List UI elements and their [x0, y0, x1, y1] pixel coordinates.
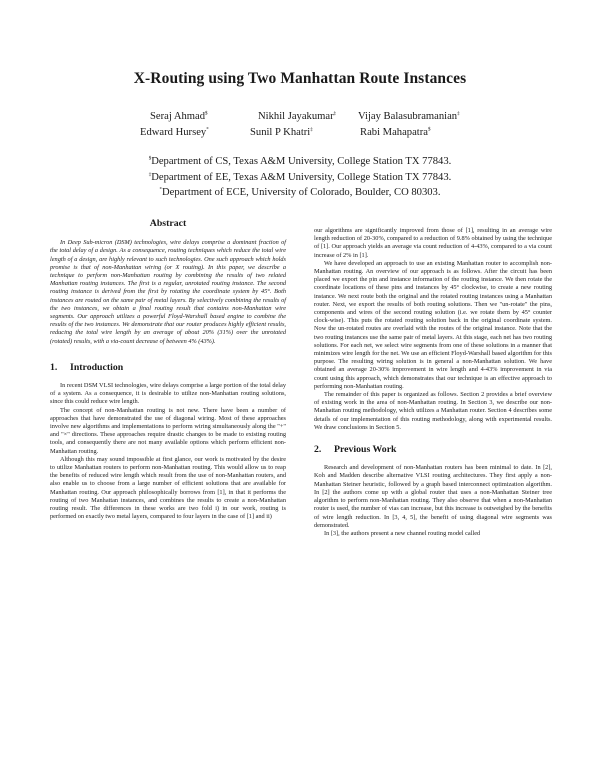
intro-paragraph-3: Although this may sound impossible at first glance, our work is motivated by the desire to utilize Manhattan routers to perform non-Manhattan routing. This would allow us to reap the benefits of reduced wire length which result from the use of non-Manhattan routers, and also enable us to choose from a large number of efficient solutions that are available for Manhattan routing. Our approach philosophically borrows from [1], in that it performs the routing of two Manhattan instances, and combines the results to create a non-Manhattan routing result. The differences in these works are two fold i) in our work, routing is performed on exactly two metal layers, compared to four layers in the case of [1] and ii) [50, 455, 286, 521]
section-heading-introduction: 1. Introduction [50, 361, 124, 373]
intro-paragraph-1: In recent DSM VLSI technologies, wire delays comprise a large portion of the total delay of a system. As a consequence, it is desirable to utilize non-Manhattan routing solutions, since this could reduce wire length. [50, 382, 286, 406]
author-6: Rabi Mahapatra$ [360, 127, 431, 138]
right-column [314, 227, 552, 538]
section-heading-previous-work: 2. Previous Work [314, 444, 397, 456]
author-2: Nikhil Jayakumar‡ [258, 111, 337, 122]
author-row-1 [0, 111, 600, 127]
intro-paragraph-2: The concept of non-Manhattan routing is not new. There have been a number of approaches that have demonstrated the use of diagonal wiring. Most of these approaches involve new algorithms and implementations to perform wiring simultaneously along the "+" and "×" directions. These approaches require drastic changes to be made to existing routing tools, and consequently there are not many available options which perform efficient non-Manhattan routing. [50, 406, 286, 455]
affiliation-2: ‡Department of EE, Texas A&M University, College Station TX 77843. [148, 171, 452, 183]
affiliation-1: $Department of CS, Texas A&M University, College Station TX 77843. [148, 156, 452, 167]
left-column [50, 220, 286, 522]
author-1: Seraj Ahmad$ [150, 111, 208, 122]
previous-work-paragraph-1: Research and development of non-Manhattan routers has been minimal to date. In [2], Koh and Madden describe alternative VLSI routing architectures. They first apply a non-Manhattan Steiner heuristic, followed by a graph based interconnect optimization algorithm. In [2] the authors come up with a global router that uses a non-Manhattan Steiner tree algorithm to perform non-Manhattan routing. They also observe that when a non-Manhattan router is used, the number of vias can increase, but this increase is outweighed by the benefits of wire length reduction. In [3, 4, 5], the benefit of using diagonal wire segments was demonstrated. [314, 464, 552, 529]
paper-title: X-Routing using Two Manhattan Route Instances [133, 70, 467, 87]
author-4: Edward Hursey* [140, 127, 209, 138]
author-5: Sunil P Khatri‡ [250, 127, 313, 138]
abstract-text: In Deep Sub-micron (DSM) technologies, wire delays comprise a dominant fraction of the total delay of a design. As a consequence, routing techniques which reduce the total wire length of a design, are highly relevant to such technologies. One such approach which holds promise is that of non-Manhattan wiring (or X routing). In this paper, we describe a technique to perform non-Manhattan routing by combining the results of two related Manhattan routing instances. The first is a regular, unrotated routing instance. The second routing instance is derived from the first by rotating the coordinate system by 45°. Both instances are routed on the same pair of metal layers. By selectively combining the results of the two instances, we obtain a final routing result that contains non-Manhattan wire segments. Our approach utilizes a powerful Floyd-Warshall based engine to combine the results of the two instances. We demonstrate that our router produces highly efficient results, reducing the total wire length by an average of about 20% (31%) over the unrotated (rotated) results, with a via-count decrease of between 4% (43%). [50, 239, 286, 345]
right-paragraph-3: The remainder of this paper is organized as follows. Section 2 provides a brief overview of existing work in the area of non-Manhattan routing. In Section 3, we describe our non-Manhattan routing methodology, which utilizes a Manhattan router. Section 4 describes some details of our implementation of this routing methodology, along with experimental results. We draw conclusions in Section 5. [314, 391, 552, 431]
author-block [0, 111, 600, 143]
right-paragraph-2: We have developed an approach to use an existing Manhattan router to accomplish non-Manhattan routing. An overview of our approach is as follows. After the circuit has been placed we export the pin and instance information of the routing instance. We then rotate the coordinate locations of these pins and instances by 45° clockwise, to create a new routing instance. We next route both the original and the rotated routing instances using a Manhattan router. Next, we export the results of both routing solutions. Then we "un-rotate" the pins, components and wires of the second routing solution (i.e. we rotate them by 45° counter clock-wise). This puts the rotated routing solution back in the original coordinate system. Now the un-rotated routes are overlaid with the routes of the original instance. Note that the two routing instances use the same pair of metal layers. At this stage, each net has two routing solutions. For each net, we select wire segments from one of these solutions in a manner that minimizes wire length for the net. We use an efficient Floyd-Warshall based algorithm for this purpose. The resulting wiring solution is in general a non-Manhattan solution. We have obtained an average 20-30% improvement in wire length and 4-43% improvement in via count using this approach, which demonstrates that our technique is an effective approach to performing non-Manhattan routing. [314, 259, 552, 390]
author-3: Vijay Balasubramanian‡ [358, 111, 460, 122]
affiliation-3: *Department of ECE, University of Colorado, Boulder, CO 80303. [159, 187, 441, 198]
author-row-2 [0, 127, 600, 143]
abstract-heading: Abstract [149, 218, 187, 229]
right-paragraph-1: our algorithms are significantly improved from those of [1], resulting in an average wire length reduction of 20-30%, compared to a reduction of 9.8% obtained by using the technique of [1]. Our approach yields an average via count reduction of 4-43%, compared to a via count increase of 2% in [1]. [314, 227, 552, 259]
previous-work-paragraph-2: In [3], the authors present a new channel routing model called [324, 529, 481, 537]
affiliation-block [0, 154, 600, 201]
